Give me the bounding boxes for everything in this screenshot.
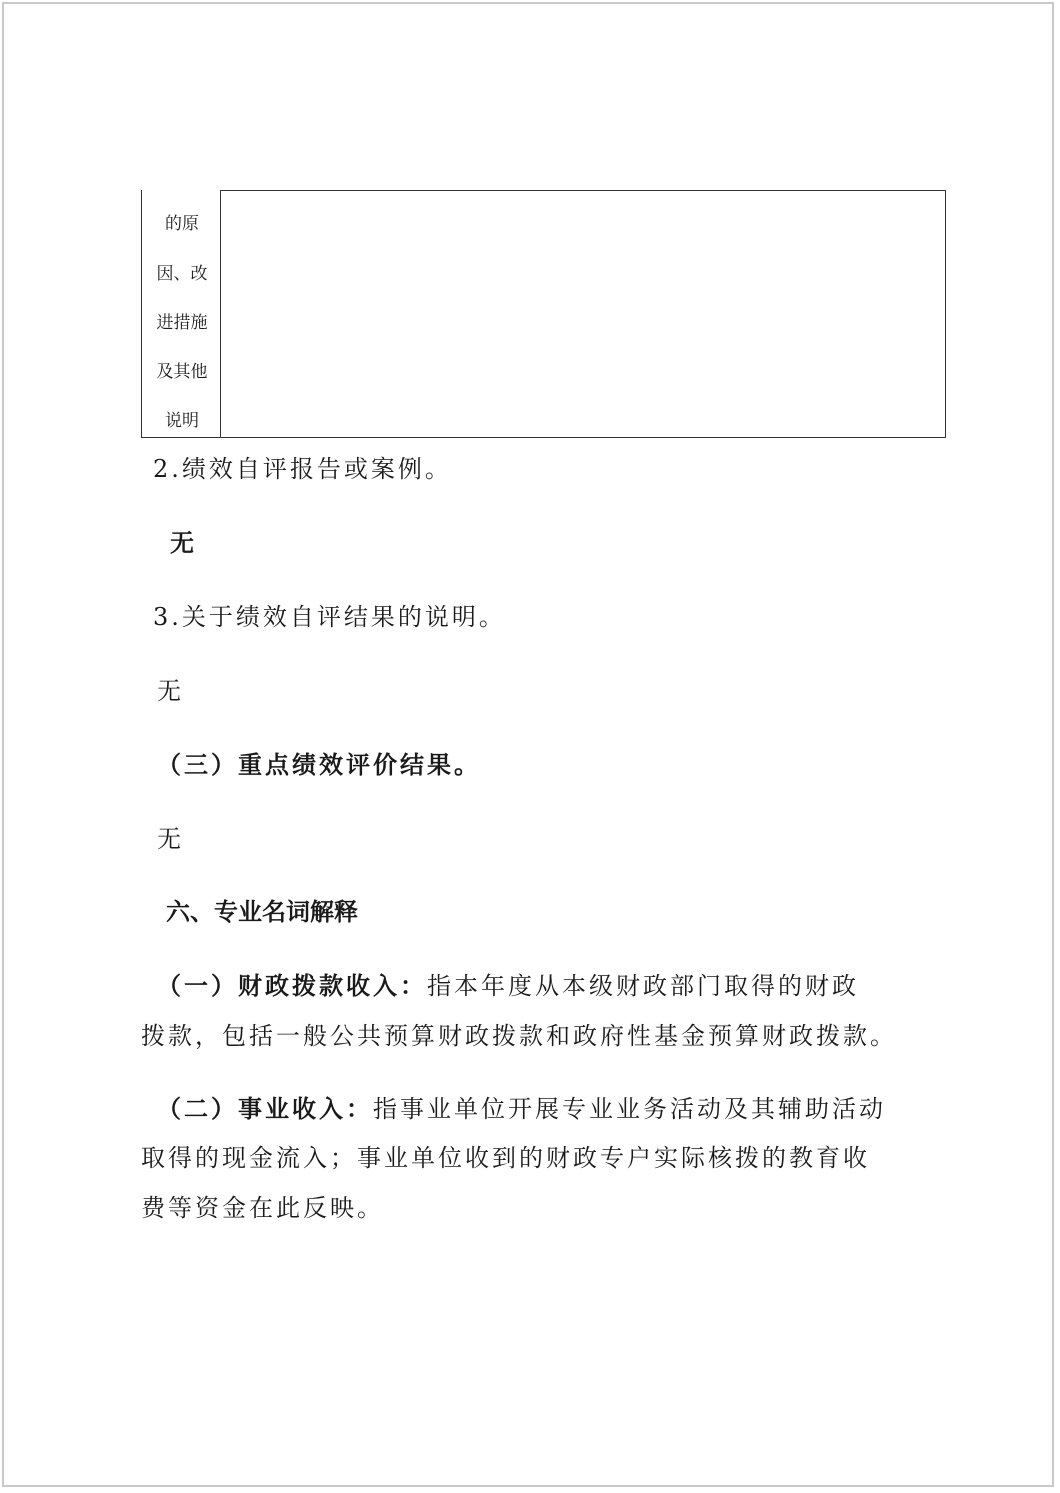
- self-result-heading: 3.关于绩效自评结果的说明。: [153, 603, 506, 631]
- term2-definition-start: 指事业单位开展专业业务活动及其辅助活动: [373, 1095, 886, 1123]
- term2-line1: [157, 1094, 886, 1124]
- table-label-line: 的原: [165, 214, 199, 234]
- self-report-value: 无: [170, 529, 194, 557]
- table-fragment: [141, 190, 946, 438]
- table-label-line: 因、改: [156, 264, 208, 284]
- table-label-line: 进措施: [156, 313, 208, 333]
- self-report-heading: 2.绩效自评报告或案例。: [153, 455, 452, 483]
- table-label-line: 说明: [165, 411, 199, 431]
- term1-definition-start: 指本年度从本级财政部门取得的财政: [427, 972, 859, 1000]
- key-eval-heading: （三）重点绩效评价结果。: [157, 750, 481, 779]
- table-label-cell: [141, 190, 221, 438]
- table-label-line: 及其他: [156, 362, 208, 382]
- term1-title: （一）财政拨款收入：: [157, 971, 427, 1000]
- self-result-value: 无: [157, 677, 181, 705]
- term1-line2: 拨款，包括一般公共预算财政拨款和政府性基金预算财政拨款。: [141, 1022, 897, 1050]
- key-eval-value: 无: [157, 825, 181, 853]
- term2-title: （二）事业收入：: [157, 1094, 373, 1123]
- term2-line3: 费等资金在此反映。: [141, 1194, 384, 1222]
- table-content-cell: [220, 190, 946, 438]
- term2-line2: 取得的现金流入；事业单位收到的财政专户实际核拨的教育收: [141, 1144, 870, 1172]
- term1-line1: [157, 971, 859, 1001]
- glossary-heading: 六、专业名词解释: [166, 898, 358, 926]
